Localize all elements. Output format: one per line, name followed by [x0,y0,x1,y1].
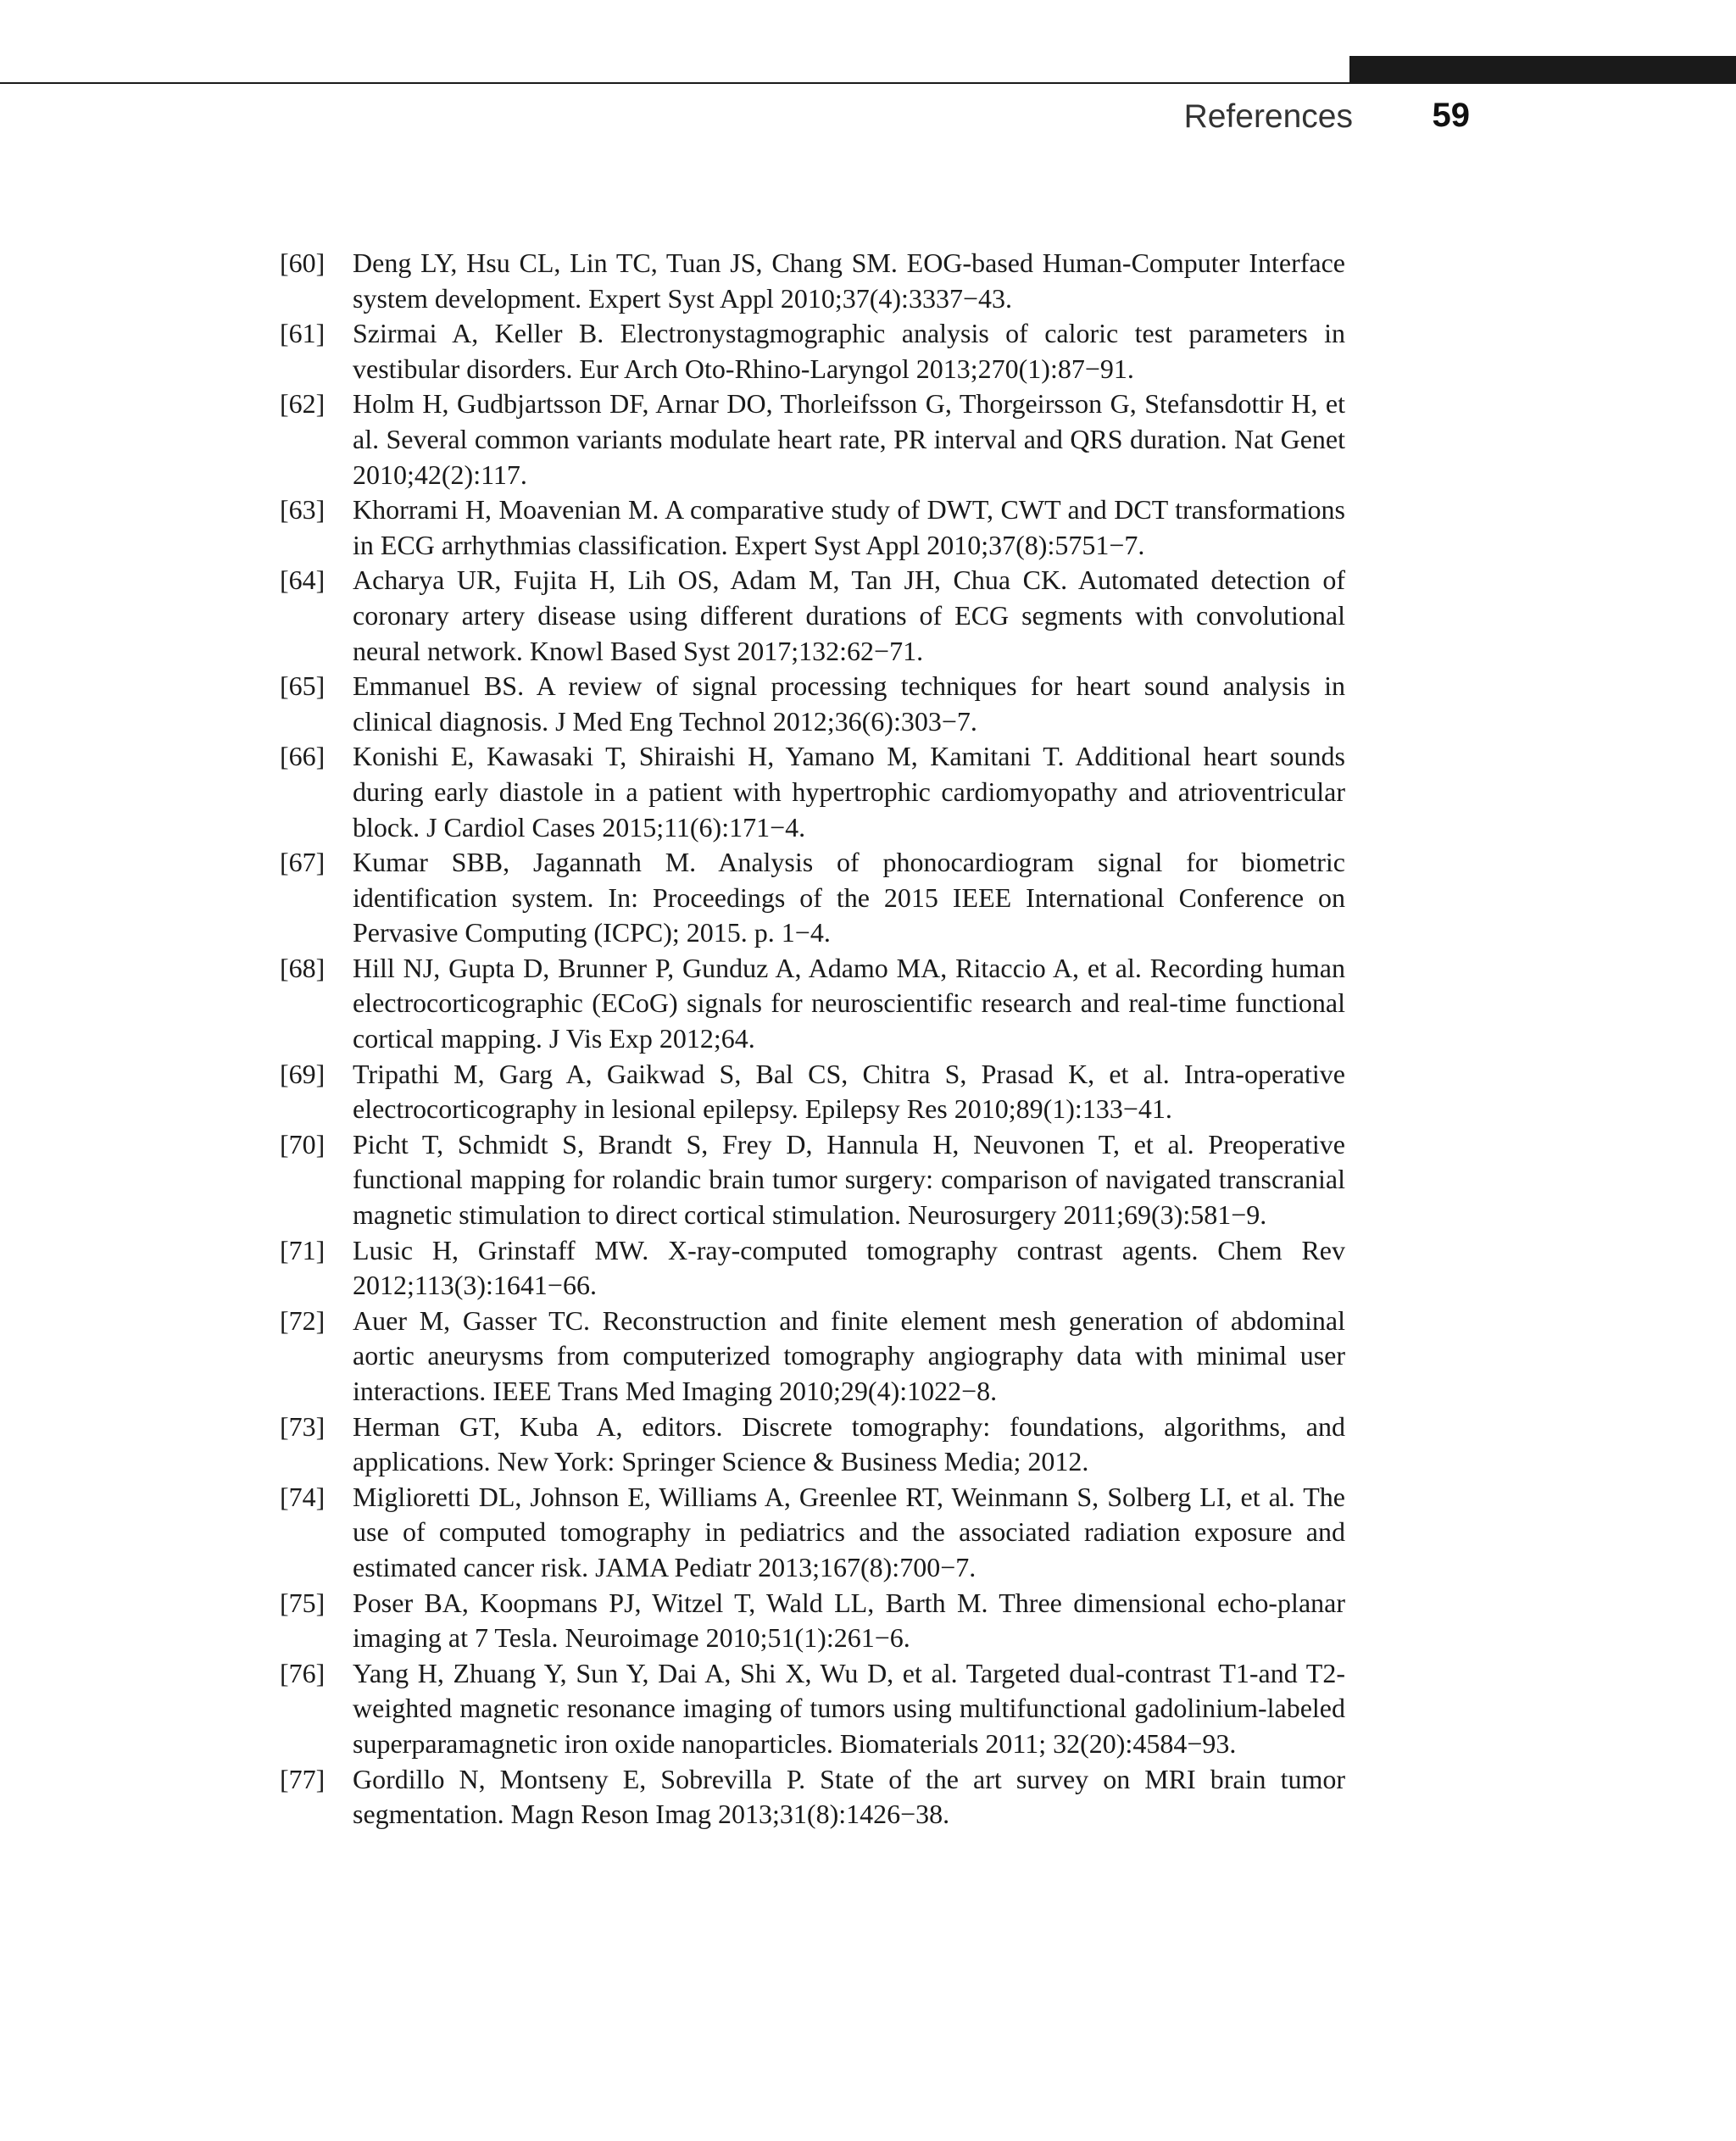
reference-number: [65] [280,670,326,702]
reference-text: Holm H, Gudbjartsson DF, Arnar DO, Thorleifsson G, Thorgeirsson G, Stefansdottir H, et al. Several common variants modulate heart rate, PR interval and QRS duration. Nat Genet 2010;42(2):117. [353,388,1345,490]
reference-item [280,316,1345,386]
running-title: References [1183,98,1353,135]
reference-text: Khorrami H, Moavenian M. A comparative study of DWT, CWT and DCT transformations in ECG arrhythmias classification. Expert Syst Appl 2010;37(8):5751−7. [353,494,1345,560]
reference-item [280,1233,1345,1304]
reference-number: [70] [280,1128,326,1159]
reference-item [280,951,1345,1057]
reference-item [280,1586,1345,1656]
reference-item [280,246,1345,316]
page-number: 59 [1432,97,1470,134]
reference-number: [61] [280,318,326,349]
reference-item [280,1127,1345,1233]
reference-text: Szirmai A, Keller B. Electronystagmographic analysis of caloric test parameters in vestibular disorders. Eur Arch Oto-Rhino-Laryngol 2013;270(1):87−91. [353,318,1345,384]
header-bar [1349,56,1736,84]
reference-item [280,845,1345,951]
reference-text: Miglioretti DL, Johnson E, Williams A, Greenlee RT, Weinmann S, Solberg LI, et al. The use of computed tomography in pediatrics and the associated radiation exposure and estimated cancer risk. JAMA Pediatr 2013;167(8):700−7. [353,1481,1345,1582]
reference-text: Auer M, Gasser TC. Reconstruction and finite element mesh generation of abdominal aortic aneurysms from computerized tomography angiography data with minimal user interactions. IEEE Trans Med Imaging 2010;29(4):1022−8. [353,1304,1345,1406]
reference-number: [76] [280,1657,326,1688]
reference-item [280,492,1345,563]
reference-number: [73] [280,1410,326,1442]
reference-number: [77] [280,1763,326,1794]
reference-item [280,563,1345,669]
reference-text: Herman GT, Kuba A, editors. Discrete tomography: foundations, algorithms, and applications. New York: Springer Science & Business Media; 2012. [353,1410,1345,1477]
reference-item [280,1762,1345,1832]
reference-item [280,1656,1345,1762]
reference-text: Yang H, Zhuang Y, Sun Y, Dai A, Shi X, Wu D, et al. Targeted dual-contrast T1-and T2-weighted magnetic resonance imaging of tumors using multifunctional gadolinium-labeled superparamagnetic iron oxide nanoparticles. Biomaterials 2011; 32(20):4584−93. [353,1657,1345,1759]
reference-number: [63] [280,494,326,526]
reference-item [280,1480,1345,1586]
reference-number: [64] [280,564,326,596]
reference-text: Emmanuel BS. A review of signal processing techniques for heart sound analysis in clinical diagnosis. J Med Eng Technol 2012;36(6):303−7. [353,670,1345,737]
running-head [0,92,1470,142]
reference-text: Hill NJ, Gupta D, Brunner P, Gunduz A, Adamo MA, Ritaccio A, et al. Recording human electrocorticographic (ECoG) signals for neuroscientific research and real-time functional cortical mapping. J Vis Exp 2012;64. [353,952,1345,1054]
reference-number: [67] [280,847,326,878]
reference-text: Poser BA, Koopmans PJ, Witzel T, Wald LL, Barth M. Three dimensional echo-planar imaging at 7 Tesla. Neuroimage 2010;51(1):261−6. [353,1587,1345,1654]
reference-item [280,1410,1345,1480]
reference-number: [66] [280,741,326,772]
reference-text: Gordillo N, Montseny E, Sobrevilla P. State of the art survey on MRI brain tumor segmentation. Magn Reson Imag 2013;31(8):1426−38. [353,1763,1345,1830]
reference-number: [75] [280,1587,326,1618]
reference-text: Deng LY, Hsu CL, Lin TC, Tuan JS, Chang SM. EOG-based Human-Computer Interface system development. Expert Syst Appl 2010;37(4):3337−43. [353,247,1345,314]
reference-item [280,739,1345,845]
reference-item [280,669,1345,739]
reference-text: Acharya UR, Fujita H, Lih OS, Adam M, Tan JH, Chua CK. Automated detection of coronary artery disease using different durations of ECG segments with convolutional neural network. Knowl Based Syst 2017;132:62−71. [353,564,1345,666]
reference-text: Kumar SBB, Jagannath M. Analysis of phonocardiogram signal for biometric identification system. In: Proceedings of the 2015 IEEE International Conference on Pervasive Computing (ICPC); 2015. p. 1−4. [353,847,1345,948]
reference-number: [68] [280,952,326,983]
reference-number: [69] [280,1058,326,1089]
reference-number: [74] [280,1481,326,1512]
reference-number: [71] [280,1234,326,1265]
reference-text: Tripathi M, Garg A, Gaikwad S, Bal CS, Chitra S, Prasad K, et al. Intra-operative electrocorticography in lesional epilepsy. Epilepsy Res 2010;89(1):133−41. [353,1058,1345,1125]
reference-text: Picht T, Schmidt S, Brandt S, Frey D, Hannula H, Neuvonen T, et al. Preoperative functional mapping for rolandic brain tumor surgery: comparison of navigated transcranial magnetic stimulation to direct cortical stimulation. Neurosurgery 2011;69(3):581−9. [353,1128,1345,1231]
reference-number: [60] [280,247,326,278]
reference-item [280,386,1345,492]
reference-number: [62] [280,388,326,420]
reference-item [280,1057,1345,1127]
reference-list [280,246,1345,1832]
reference-item [280,1304,1345,1410]
reference-text: Lusic H, Grinstaff MW. X-ray-computed tomography contrast agents. Chem Rev 2012;113(3):1641−66. [353,1234,1345,1301]
reference-number: [72] [280,1304,326,1336]
reference-text: Konishi E, Kawasaki T, Shiraishi H, Yamano M, Kamitani T. Additional heart sounds during early diastole in a patient with hypertrophic cardiomyopathy and atrioventricular block. J Cardiol Cases 2015;11(6):171−4. [353,741,1345,842]
